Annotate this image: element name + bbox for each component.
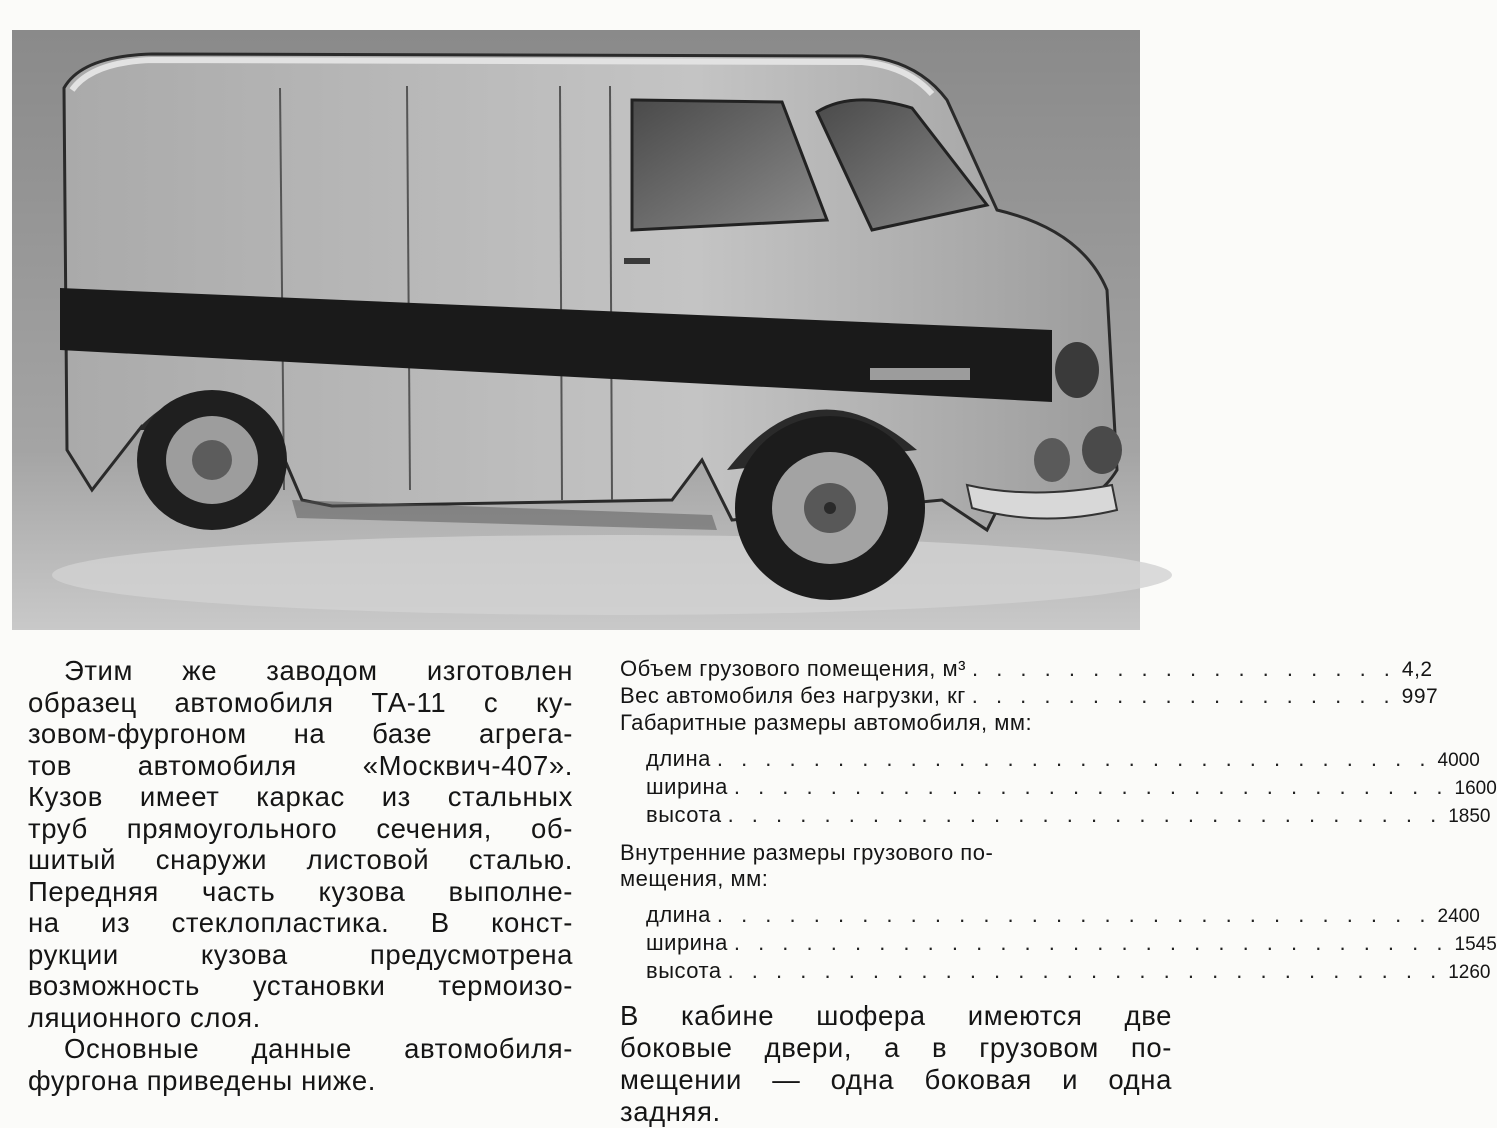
- spec-inner-height: [646, 958, 1491, 986]
- spec-label: ширина: [646, 774, 728, 799]
- text-line: труб прямоугольного сечения, об-: [28, 812, 573, 844]
- text-line: рукции кузова предусмотрена: [28, 938, 573, 970]
- text-line: образец автомобиля ТА-11 с ку-: [28, 686, 573, 718]
- text-line: мещении — одна боковая и одна: [620, 1064, 1172, 1095]
- text-line: на из стеклопластика. В конст-: [28, 907, 573, 938]
- text-line: Кузов имеет каркас из стальных: [28, 781, 573, 812]
- inner-heading-line: мещения, мм:: [620, 866, 769, 891]
- text-line: фургона приведены ниже.: [28, 1064, 377, 1096]
- spec-overall-width: [646, 774, 1497, 802]
- specs-block: [620, 656, 1497, 1128]
- spec-label: длина: [646, 902, 711, 927]
- text-line: ляционного слоя.: [28, 1001, 261, 1033]
- spec-volume: [620, 656, 1433, 683]
- leader-dots: . . . . . . . . . . . . . . . . . . . . . . . . . . . . . .: [716, 902, 1432, 927]
- spec-label: ширина: [646, 930, 728, 955]
- spec-value: 1545: [1454, 934, 1497, 955]
- text-line: боковые двери, а в грузовом по-: [620, 1032, 1172, 1063]
- spec-inner-length: [646, 902, 1480, 930]
- spec-label: высота: [646, 802, 722, 827]
- van-photo: [12, 30, 1140, 630]
- text-line: зовом-фургоном на базе агрега-: [28, 718, 573, 749]
- article-text-right: [620, 1000, 1172, 1128]
- spec-inner-width: [646, 930, 1497, 958]
- spec-weight: [620, 683, 1439, 710]
- text-line: Этим же заводом изготовлен: [64, 655, 573, 686]
- spec-value: 1600: [1454, 778, 1497, 799]
- leader-dots: . . . . . . . . . . . . . . . . . .: [971, 683, 1396, 708]
- leader-dots: . . . . . . . . . . . . . . . . . . . . . . . . . . . . . .: [733, 930, 1449, 955]
- text-line: Основные данные автомобиля-: [64, 1033, 573, 1064]
- text-line: тов автомобиля «Москвич-407».: [28, 749, 573, 781]
- article-text-left: [28, 655, 573, 1096]
- leader-dots: . . . . . . . . . . . . . . . . . . . . . . . . . . . . . .: [716, 746, 1432, 771]
- spec-value: 4000: [1437, 750, 1480, 771]
- spec-label: Объем грузового помещения, м³: [620, 656, 966, 681]
- spec-value: 997: [1401, 685, 1439, 708]
- rear-wheel: [137, 390, 287, 530]
- inner-heading-line: Внутренние размеры грузового по-: [620, 840, 994, 865]
- spec-label: Вес автомобиля без нагрузки, кг: [620, 683, 966, 708]
- text-line: Передняя часть кузова выполне-: [28, 875, 573, 907]
- text-line: шитый снаружи листовой сталью.: [28, 844, 573, 875]
- text-line: задняя.: [620, 1096, 721, 1127]
- leader-dots: . . . . . . . . . . . . . . . . . .: [971, 656, 1396, 681]
- leader-dots: . . . . . . . . . . . . . . . . . . . . . . . . . . . . . .: [727, 958, 1443, 983]
- overall-dimensions: [620, 746, 1497, 830]
- spec-overall-length: [646, 746, 1480, 774]
- spec-value: 4,2: [1401, 658, 1433, 681]
- spec-label: высота: [646, 958, 722, 983]
- text-line: возможность установки термоизо-: [28, 970, 573, 1001]
- van-illustration: [12, 30, 1140, 630]
- inner-dimensions: [620, 902, 1497, 986]
- text-line: В кабине шофера имеются две: [620, 1000, 1172, 1031]
- spec-value: 1260: [1448, 962, 1491, 983]
- leader-dots: . . . . . . . . . . . . . . . . . . . . . . . . . . . . . .: [733, 774, 1449, 799]
- spec-value: 2400: [1437, 906, 1480, 927]
- front-wheel: [735, 416, 925, 600]
- leader-dots: . . . . . . . . . . . . . . . . . . . . . . . . . . . . . .: [727, 802, 1443, 827]
- spec-overall-height: [646, 802, 1491, 830]
- spec-label: длина: [646, 746, 711, 771]
- overall-heading: Габаритные размеры автомобиля, мм:: [620, 710, 1033, 735]
- spec-value: 1850: [1448, 806, 1491, 827]
